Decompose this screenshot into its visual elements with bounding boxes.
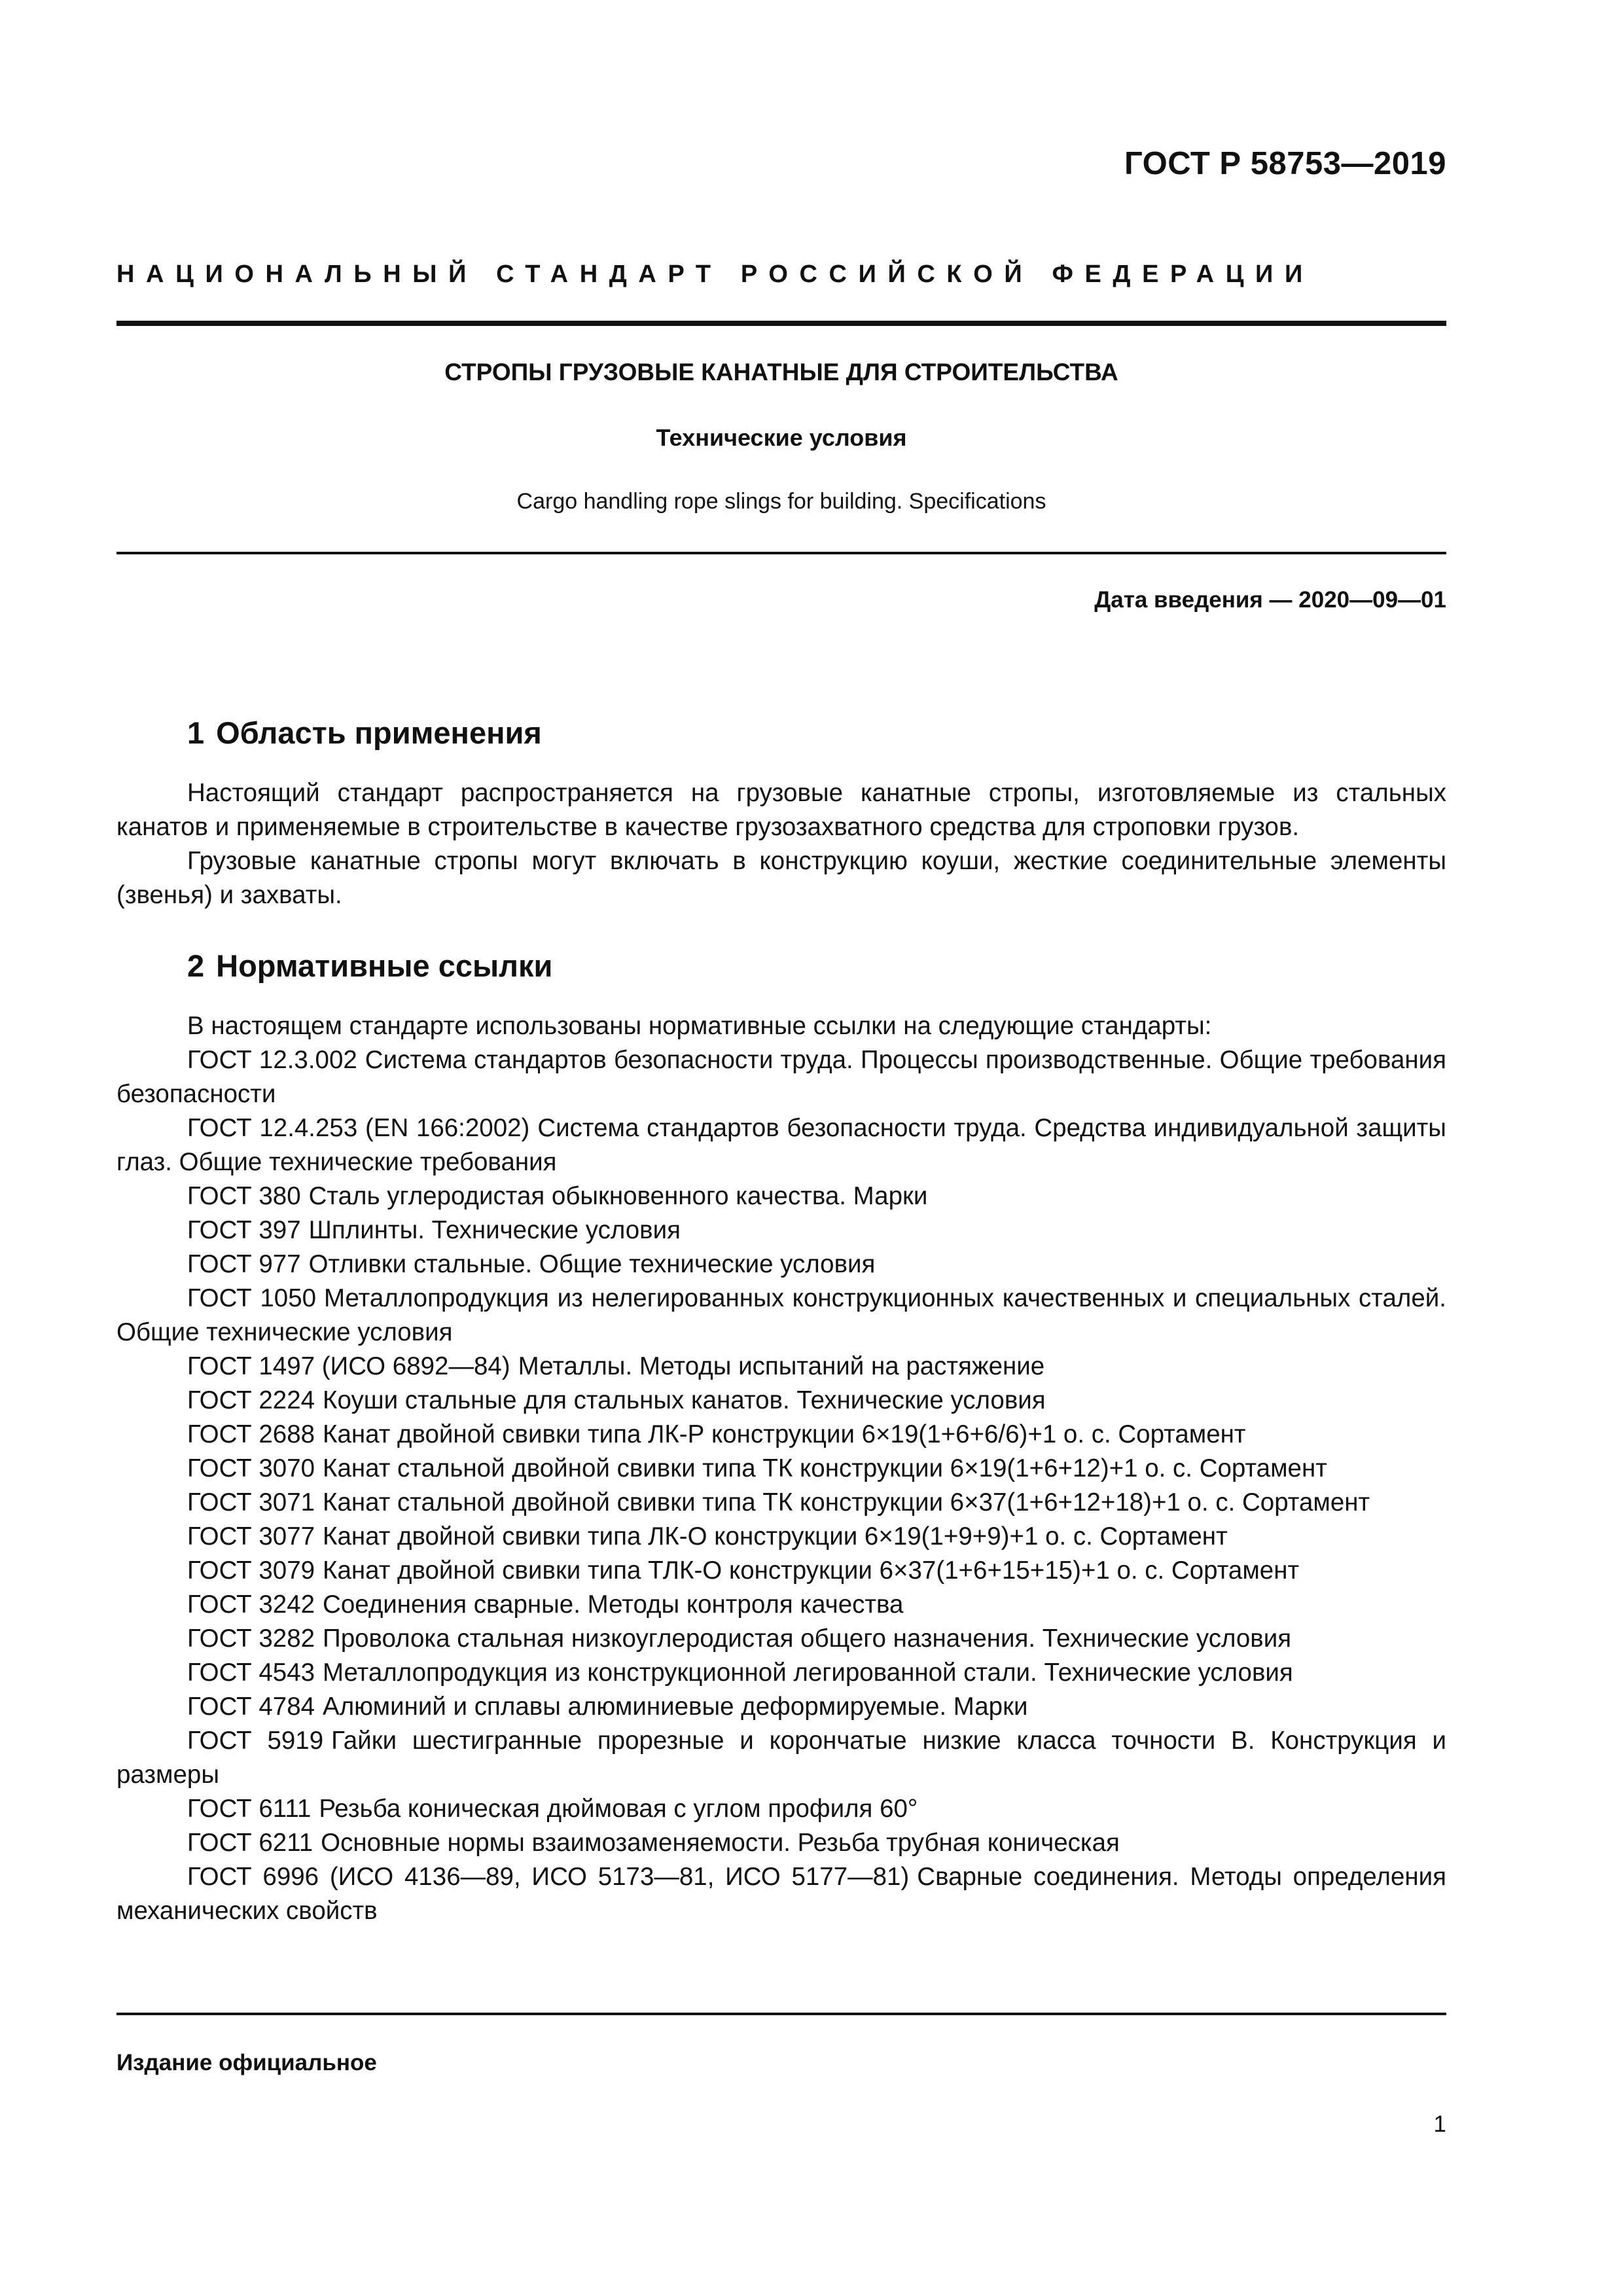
official-edition-label: Издание официальное [116, 2050, 377, 2075]
reference-item [116, 1826, 1446, 1860]
section-number: 1 [187, 715, 205, 750]
reference-code: ГОСТ 1050 [187, 1284, 317, 1312]
introduction-date: Дата введения — 2020—09—01 [1094, 587, 1446, 613]
reference-item [116, 1486, 1446, 1520]
english-title: Cargo handling rope slings for building. Specifications [516, 489, 1046, 514]
reference-code: ГОСТ 6111 [187, 1795, 312, 1823]
reference-title: Резьба коническая дюймовая с углом профиля 60° [319, 1795, 918, 1823]
section-1-heading [116, 713, 1446, 753]
reference-code: ГОСТ 3079 [187, 1556, 315, 1585]
reference-item [116, 1247, 1446, 1282]
reference-item [116, 1452, 1446, 1486]
footer-divider [116, 2013, 1446, 2015]
reference-title: Сталь углеродистая обыкновенного качества. Марки [308, 1182, 928, 1210]
reference-item [116, 1860, 1446, 1928]
section-title: Область применения [216, 715, 542, 750]
reference-item [116, 1043, 1446, 1111]
reference-list [116, 1043, 1446, 1928]
title-divider [116, 552, 1446, 554]
reference-code: ГОСТ 5919 [187, 1727, 324, 1755]
reference-code: ГОСТ 4784 [187, 1693, 315, 1721]
reference-item [116, 1179, 1446, 1213]
reference-title: Система стандартов безопасности труда. Процессы производственные. Общие требования безопасности [116, 1046, 1446, 1108]
reference-item [116, 1418, 1446, 1452]
document-subtitle: Технические условия [656, 424, 907, 451]
reference-title: Канат двойной свивки типа ТЛК-О конструкции 6×37(1+6+15+15)+1 о. с. Сортамент [323, 1556, 1300, 1585]
section-title: Нормативные ссылки [216, 948, 553, 983]
reference-code: ГОСТ 2224 [187, 1386, 315, 1414]
reference-title: Основные нормы взаимозаменяемости. Резьба трубная коническая [321, 1829, 1120, 1857]
reference-title: Алюминий и сплавы алюминиевые деформируемые. Марки [323, 1693, 1028, 1721]
reference-item [116, 1111, 1446, 1179]
standard-number: ГОСТ Р 58753—2019 [1124, 146, 1446, 181]
reference-code: ГОСТ 3282 [187, 1624, 315, 1653]
reference-title: Коуши стальные для стальных канатов. Технические условия [323, 1386, 1046, 1414]
reference-item [116, 1656, 1446, 1690]
page-number: 1 [1433, 2111, 1446, 2137]
section-gap [116, 912, 1446, 946]
reference-title: Соединения сварные. Методы контроля качества [323, 1590, 904, 1619]
section-number: 2 [187, 948, 205, 983]
reference-code: ГОСТ 12.3.002 [187, 1046, 357, 1074]
reference-item [116, 1724, 1446, 1792]
reference-item [116, 1690, 1446, 1724]
paragraph: Настоящий стандарт распространяется на грузовые канатные стропы, изготовляемые из стальных канатов и применяемые в строительстве в качестве грузозахватного средства для строповки грузов. [116, 779, 1446, 841]
reference-title: Система стандартов безопасности труда. Средства индивидуальной защиты глаз. Общие технические требования [116, 1114, 1446, 1176]
reference-code: ГОСТ 1497 (ИСО 6892—84) [187, 1352, 510, 1380]
reference-title: Канат стальной двойной свивки типа ТК конструкции 6×19(1+6+12)+1 о. с. Сортамент [323, 1454, 1327, 1482]
reference-code: ГОСТ 397 [187, 1216, 301, 1244]
reference-code: ГОСТ 12.4.253 (EN 166:2002) [187, 1114, 530, 1142]
reference-title: Металлопродукция из нелегированных конструкционных качественных и специальных сталей. Общие технические условия [116, 1284, 1446, 1346]
reference-item [116, 1282, 1446, 1350]
reference-code: ГОСТ 977 [187, 1250, 301, 1278]
reference-item [116, 1554, 1446, 1588]
reference-title: Канат стальной двойной свивки типа ТК конструкции 6×37(1+6+12+18)+1 о. с. Сортамент [323, 1488, 1370, 1516]
reference-code: ГОСТ 6996 (ИСО 4136—89, ИСО 5173—81, ИСО 5177—81) [187, 1863, 910, 1891]
reference-title: Металлы. Методы испытаний на растяжение [518, 1352, 1045, 1380]
reference-code: ГОСТ 6211 [187, 1829, 313, 1857]
document-body [116, 713, 1446, 1928]
section-2-heading [116, 946, 1446, 986]
reference-item [116, 1588, 1446, 1622]
reference-code: ГОСТ 4543 [187, 1659, 315, 1687]
reference-item [116, 1384, 1446, 1418]
references-intro: В настоящем стандарте использованы нормативные ссылки на следующие стандарты: [187, 1012, 1212, 1040]
reference-item [116, 1622, 1446, 1656]
reference-item [116, 1350, 1446, 1384]
reference-code: ГОСТ 3242 [187, 1590, 315, 1619]
reference-code: ГОСТ 3071 [187, 1488, 315, 1516]
paragraph: Грузовые канатные стропы могут включать в конструкцию коуши, жесткие соединительные элементы (звенья) и захваты. [116, 847, 1446, 909]
reference-title: Проволока стальная низкоуглеродистая общего назначения. Технические условия [323, 1624, 1292, 1653]
reference-item [116, 1520, 1446, 1554]
document-title: СТРОПЫ ГРУЗОВЫЕ КАНАТНЫЕ ДЛЯ СТРОИТЕЛЬСТВА [444, 359, 1118, 386]
reference-title: Канат двойной свивки типа ЛК-Р конструкции 6×19(1+6+6/6)+1 о. с. Сортамент [323, 1420, 1246, 1448]
reference-code: ГОСТ 2688 [187, 1420, 315, 1448]
reference-item [116, 1792, 1446, 1826]
reference-title: Отливки стальные. Общие технические условия [308, 1250, 876, 1278]
reference-title: Канат двойной свивки типа ЛК-О конструкции 6×19(1+9+9)+1 о. с. Сортамент [323, 1522, 1228, 1551]
reference-code: ГОСТ 3070 [187, 1454, 315, 1482]
reference-title: Металлопродукция из конструкционной легированной стали. Технические условия [323, 1659, 1293, 1687]
reference-title: Гайки шестигранные прорезные и корончатые низкие класса точности В. Конструкция и размеры [116, 1727, 1446, 1789]
reference-code: ГОСТ 3077 [187, 1522, 315, 1551]
reference-title: Сварные соединения. Методы определения механических свойств [116, 1863, 1446, 1925]
reference-title: Шплинты. Технические условия [308, 1216, 681, 1244]
header-divider [116, 321, 1446, 326]
reference-item [116, 1213, 1446, 1247]
reference-code: ГОСТ 380 [187, 1182, 301, 1210]
national-standard-heading: НАЦИОНАЛЬНЫЙ СТАНДАРТ РОССИЙСКОЙ ФЕДЕРАЦИИ [116, 260, 1314, 288]
